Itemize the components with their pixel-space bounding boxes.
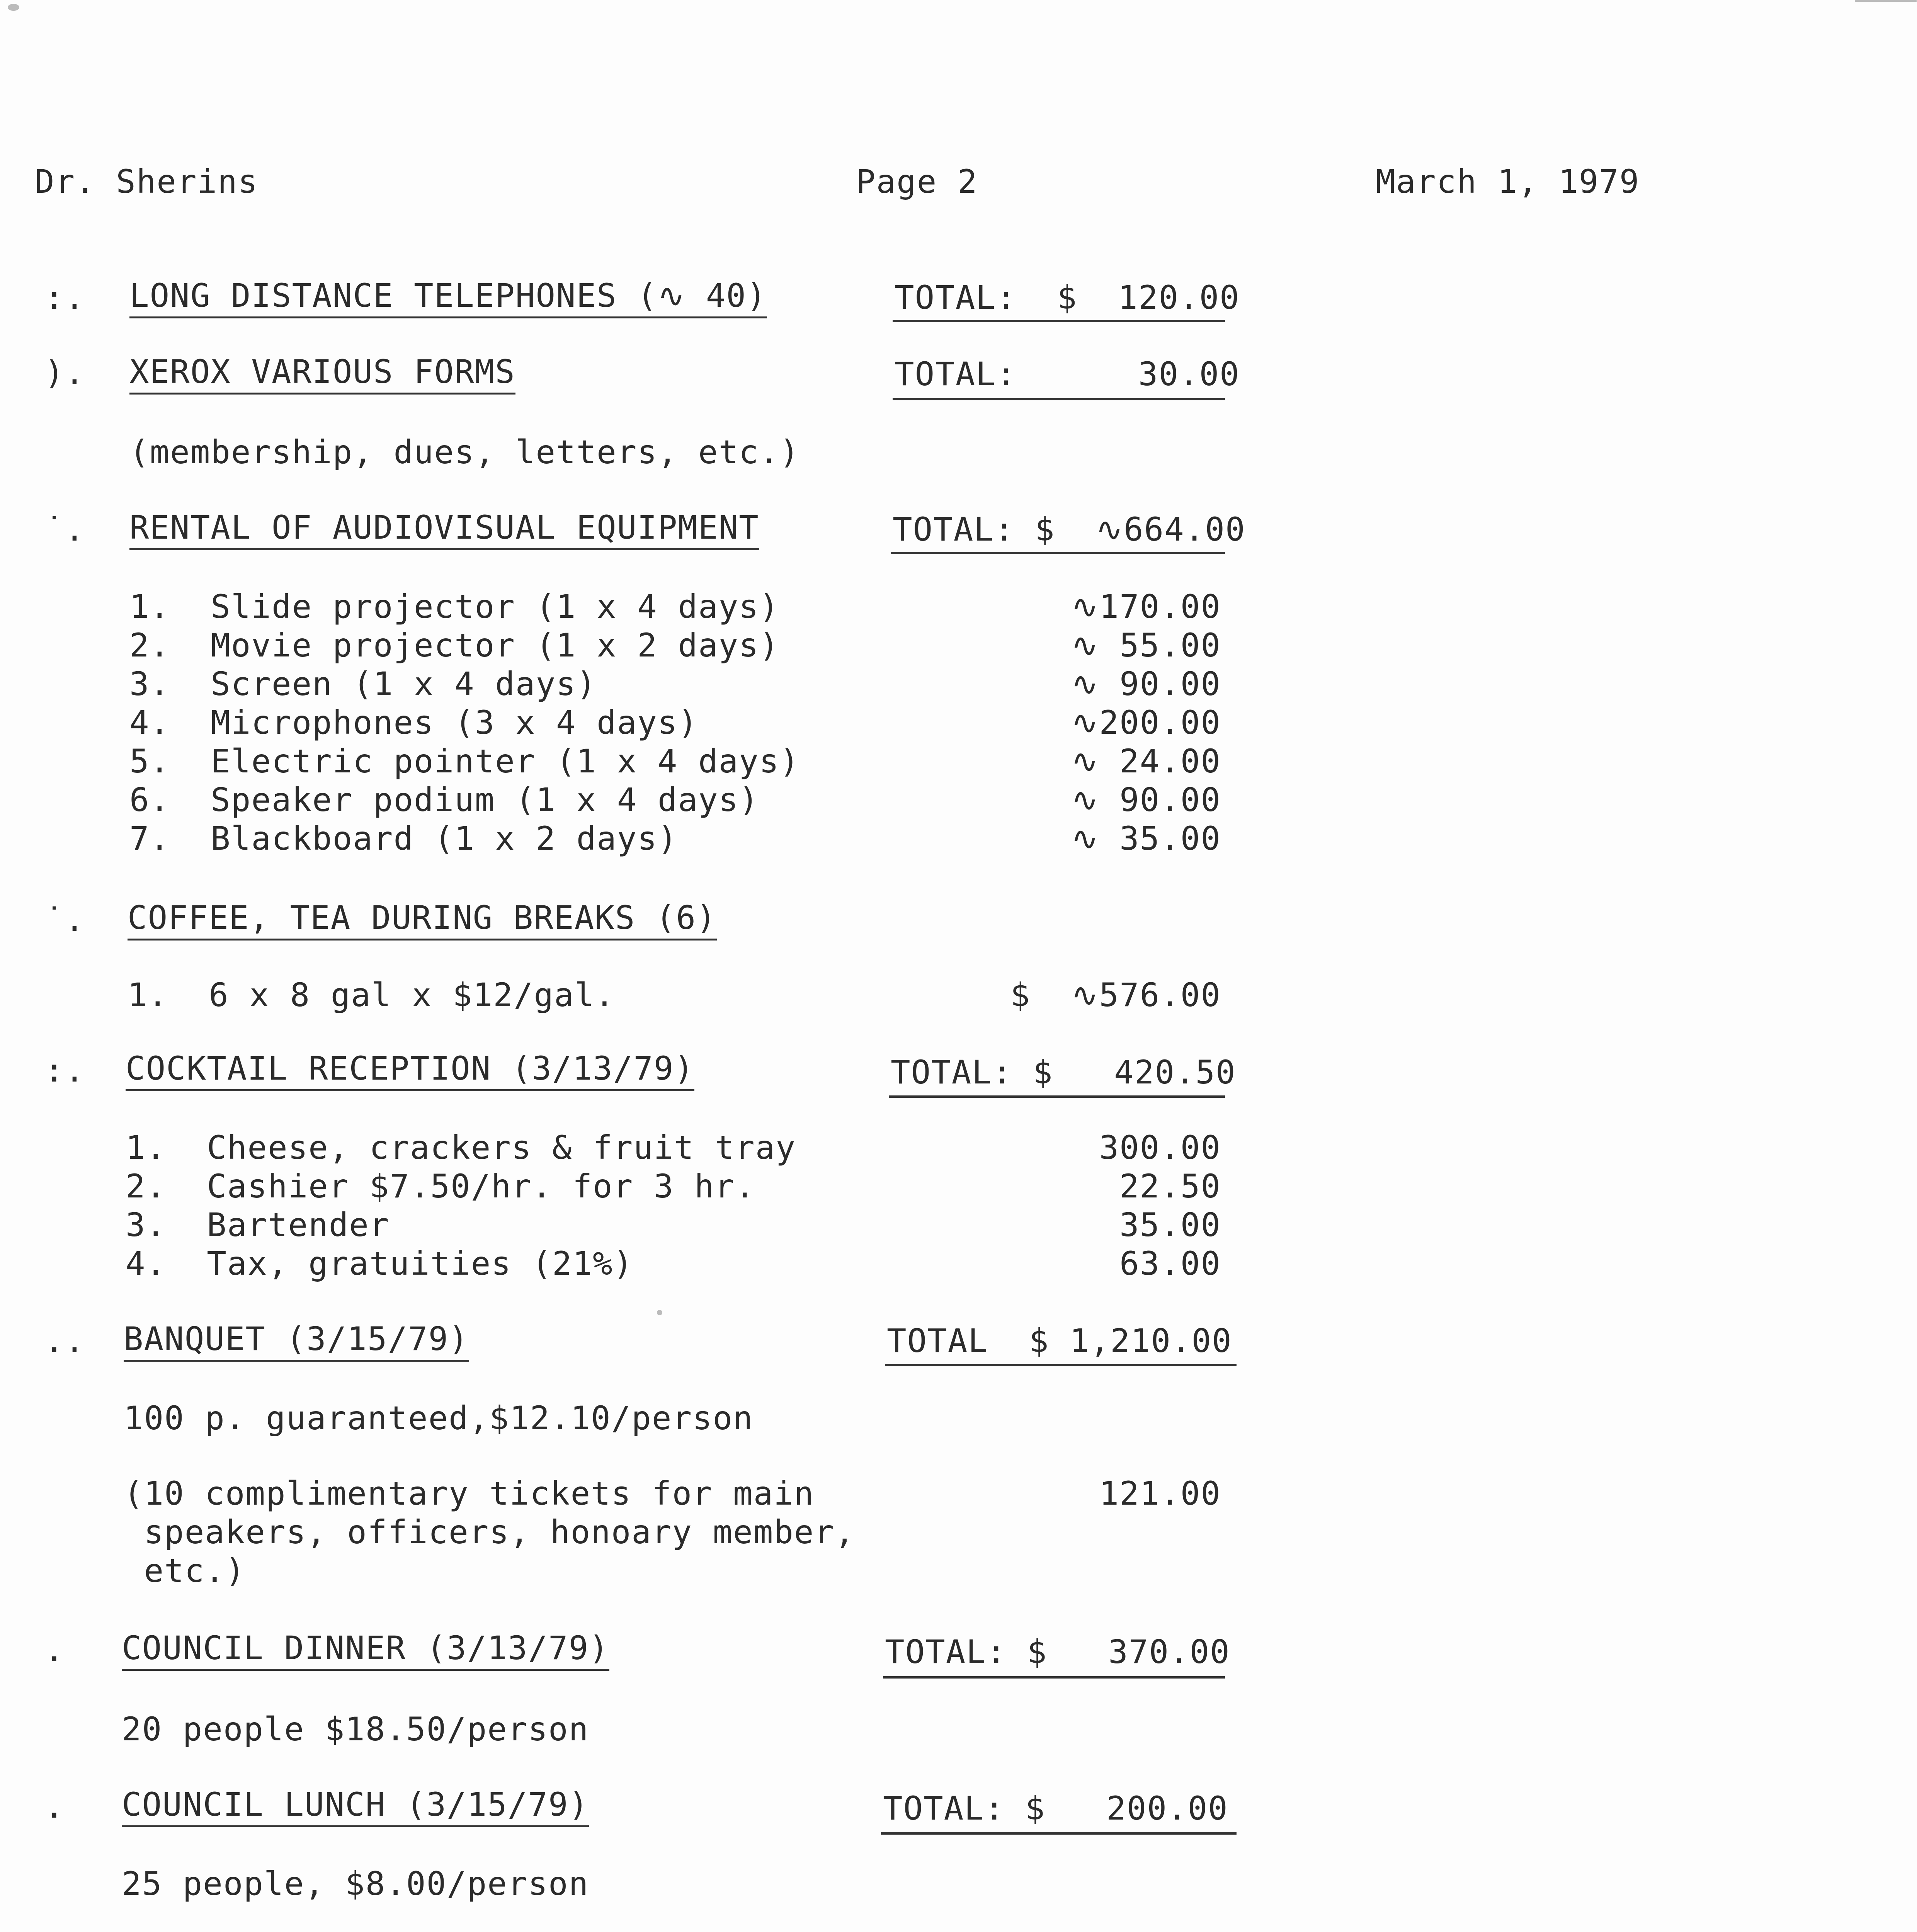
section-letter: . bbox=[44, 1631, 65, 1669]
scan-speck bbox=[1855, 0, 1917, 2]
section-letter: :. bbox=[44, 1051, 85, 1089]
line-item-amount: ∿170.00 bbox=[1071, 588, 1221, 626]
section-letter: ˙. bbox=[44, 510, 85, 548]
section-letter: .. bbox=[44, 1322, 85, 1360]
line-item-amount: ∿ 90.00 bbox=[1071, 781, 1221, 819]
line-item-amount: 63.00 bbox=[1119, 1245, 1221, 1282]
scan-speck bbox=[8, 4, 19, 11]
line-item-amount: $ ∿576.00 bbox=[1010, 976, 1221, 1014]
section-note: 25 people, $8.00/person bbox=[122, 1865, 589, 1903]
section-title: RENTAL OF AUDIOVISUAL EQUIPMENT bbox=[129, 508, 759, 550]
line-item-label: 2. Cashier $7.50/hr. for 3 hr. bbox=[126, 1167, 755, 1205]
header-date: March 1, 1979 bbox=[1376, 163, 1640, 201]
header-page-number: Page 2 bbox=[856, 163, 978, 201]
total-underline bbox=[883, 1676, 1225, 1679]
total-underline bbox=[893, 320, 1225, 322]
line-item-amount: 35.00 bbox=[1119, 1206, 1221, 1244]
section-letter: ˙. bbox=[44, 901, 85, 939]
line-item-amount: 22.50 bbox=[1119, 1167, 1221, 1205]
total-underline bbox=[881, 1832, 1237, 1835]
line-item-amount: ∿ 90.00 bbox=[1071, 665, 1221, 703]
section-note: 100 p. guaranteed,$12.10/person bbox=[124, 1399, 754, 1437]
line-item-amount: ∿200.00 bbox=[1071, 704, 1221, 742]
section-total: TOTAL $ 1,210.00 bbox=[887, 1322, 1232, 1360]
line-item-amount: 121.00 bbox=[1099, 1475, 1221, 1512]
section-title: COUNCIL DINNER (3/13/79) bbox=[122, 1629, 609, 1671]
total-underline bbox=[885, 1364, 1237, 1366]
line-item-label: 3. Screen (1 x 4 days) bbox=[129, 665, 597, 703]
section-total: TOTAL: $ 370.00 bbox=[885, 1633, 1230, 1671]
total-underline bbox=[893, 398, 1225, 400]
line-item-label: 3. Bartender bbox=[126, 1206, 390, 1244]
section-letter: :. bbox=[44, 279, 85, 316]
section-letter: . bbox=[44, 1787, 65, 1825]
section-note: 20 people $18.50/person bbox=[122, 1710, 589, 1748]
section-title: XEROX VARIOUS FORMS bbox=[129, 352, 515, 395]
line-item-label: 6. Speaker podium (1 x 4 days) bbox=[129, 781, 759, 819]
total-underline bbox=[891, 552, 1225, 554]
total-underline bbox=[889, 1095, 1225, 1098]
header-recipient: Dr. Sherins bbox=[35, 163, 259, 201]
line-item-label: 4. Microphones (3 x 4 days) bbox=[129, 704, 699, 742]
section-note-line: etc.) bbox=[124, 1552, 246, 1590]
scan-speck bbox=[657, 1310, 662, 1315]
section-title: LONG DISTANCE TELEPHONES (∿ 40) bbox=[129, 276, 767, 318]
section-title: COUNCIL LUNCH (3/15/79) bbox=[122, 1785, 589, 1827]
section-total: TOTAL: $ ∿664.00 bbox=[893, 510, 1246, 548]
line-item-label: 1. Slide projector (1 x 4 days) bbox=[129, 588, 780, 626]
section-letter: ). bbox=[44, 354, 85, 392]
section-total: TOTAL: $ 200.00 bbox=[883, 1789, 1228, 1827]
section-note-line: (10 complimentary tickets for main bbox=[124, 1475, 815, 1512]
line-item-amount: ∿ 55.00 bbox=[1071, 626, 1221, 664]
section-title: COCKTAIL RECEPTION (3/13/79) bbox=[126, 1049, 694, 1091]
section-total: TOTAL: $ 420.50 bbox=[891, 1053, 1236, 1091]
line-item-label: 1. Cheese, crackers & fruit tray bbox=[126, 1129, 796, 1167]
line-item-label: 4. Tax, gratuities (21%) bbox=[126, 1245, 634, 1282]
line-item-amount: 300.00 bbox=[1099, 1129, 1221, 1167]
line-item-amount: ∿ 24.00 bbox=[1071, 742, 1221, 780]
section-note-line: speakers, officers, honoary member, bbox=[124, 1513, 855, 1551]
section-title: COFFEE, TEA DURING BREAKS (6) bbox=[128, 898, 717, 940]
line-item-label: 2. Movie projector (1 x 2 days) bbox=[129, 626, 780, 664]
line-item-amount: ∿ 35.00 bbox=[1071, 820, 1221, 857]
section-title: BANQUET (3/15/79) bbox=[124, 1320, 469, 1362]
section-total: TOTAL: $ 120.00 bbox=[895, 279, 1240, 316]
line-item-label: 5. Electric pointer (1 x 4 days) bbox=[129, 742, 800, 780]
section-note: (membership, dues, letters, etc.) bbox=[129, 433, 800, 471]
section-total: TOTAL: 30.00 bbox=[895, 355, 1240, 393]
line-item-label: 1. 6 x 8 gal x $12/gal. bbox=[128, 976, 615, 1014]
line-item-label: 7. Blackboard (1 x 2 days) bbox=[129, 820, 678, 857]
